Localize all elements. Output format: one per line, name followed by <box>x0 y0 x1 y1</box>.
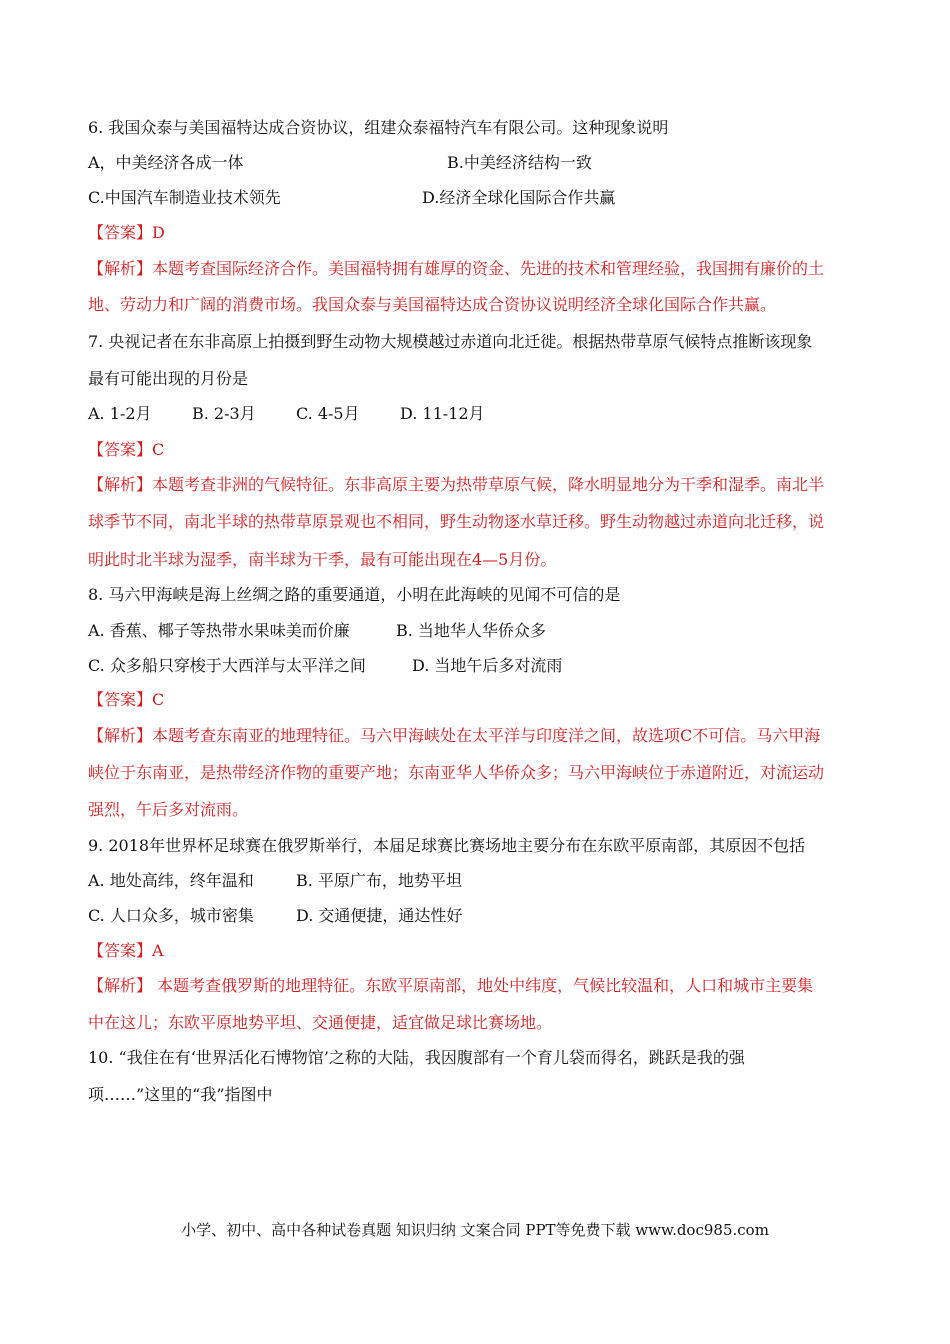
q9-stem: 9. 2018年世界杯足球赛在俄罗斯举行，本届足球赛比赛场地主要分布在东欧平原南部，其原因不包括 <box>88 836 806 855</box>
q7-answer: 【答案】C <box>88 440 165 459</box>
q9-option-b: B. 平原广布，地势平坦 <box>296 871 462 890</box>
q9-analysis-line: 【解析】 本题考查俄罗斯的地理特征。东欧平原南部，地处中纬度，气候比较温和，人口和城市主要集 <box>88 976 814 995</box>
q7-stem-line: 7. 央视记者在东非高原上拍摄到野生动物大规模越过赤道向北迁徙。根据热带草原气候特点推断该现象 <box>88 332 813 351</box>
q6-option-d: D.经济全球化国际合作共赢 <box>422 188 616 207</box>
q6-stem: 6. 我国众泰与美国福特达成合资协议，组建众泰福特汽车有限公司。这种现象说明 <box>88 118 669 137</box>
q6-analysis-line: 地、劳动力和广阔的消费市场。我国众泰与美国福特达成合资协议说明经济全球化国际合作共赢。 <box>88 295 777 314</box>
q8-option-c: C. 众多船只穿梭于大西洋与太平洋之间 <box>88 656 366 675</box>
q8-option-a: A. 香蕉、椰子等热带水果味美而价廉 <box>88 621 350 640</box>
q7-analysis-line: 球季节不同，南北半球的热带草原景观也不相同，野生动物逐水草迁移。野生动物越过赤道向北迁移，说 <box>88 512 825 531</box>
q8-option-d: D. 当地午后多对流雨 <box>412 656 563 675</box>
q8-option-b: B. 当地华人华侨众多 <box>396 621 546 640</box>
q6-option-c: C.中国汽车制造业技术领先 <box>88 188 281 207</box>
q8-answer: 【答案】C <box>88 690 165 709</box>
q7-option-a: A. 1-2月 <box>88 404 152 423</box>
q9-analysis-line: 中在这儿；东欧平原地势平坦、交通便捷，适宜做足球比赛场地。 <box>88 1013 553 1032</box>
q6-answer: 【答案】D <box>88 223 165 242</box>
q6-option-a: A，中美经济各成一体 <box>88 153 244 172</box>
q7-options <box>88 403 485 425</box>
q10-stem-line: 项……”这里的“我”指图中 <box>88 1085 273 1104</box>
q9-option-c: C. 人口众多，城市密集 <box>88 906 254 925</box>
q7-option-d: D. 11-12月 <box>400 404 485 423</box>
page-footer: 小学、初中、高中各种试卷真题 知识归纳 文案合同 PPT等免费下载 www.doc985.com <box>181 1221 769 1239</box>
q7-analysis-line: 明此时北半球为湿季，南半球为干季，最有可能出现在4—5月份。 <box>88 550 557 569</box>
q10-stem-line: 10. “我住在有‘世界活化石博物馆’之称的大陆，我因腹部有一个育儿袋而得名，跳跃是我的强 <box>88 1048 745 1067</box>
q7-option-b: B. 2-3月 <box>192 404 256 423</box>
q8-analysis-line: 【解析】本题考查东南亚的地理特征。马六甲海峡处在太平洋与印度洋之间，故选项C不可信。马六甲海 <box>88 726 821 745</box>
q6-option-b: B.中美经济结构一致 <box>447 153 592 172</box>
q6-analysis-line: 【解析】本题考查国际经济合作。美国福特拥有雄厚的资金、先进的技术和管理经验，我国拥有廉价的土 <box>88 259 825 278</box>
q9-option-a: A. 地处高纬，终年温和 <box>88 871 254 890</box>
q8-analysis-line: 强烈，午后多对流雨。 <box>88 800 249 819</box>
q8-analysis-line: 峡位于东南亚，是热带经济作物的重要产地；东南亚华人华侨众多；马六甲海峡位于赤道附近，对流运动 <box>88 763 825 782</box>
q9-option-d: D. 交通便捷，通达性好 <box>296 906 463 925</box>
q7-analysis-line: 【解析】本题考查非洲的气候特征。东非高原主要为热带草原气候，降水明显地分为干季和湿季。南北半 <box>88 475 825 494</box>
q7-stem-line: 最有可能出现的月份是 <box>88 369 249 388</box>
q9-answer: 【答案】A <box>88 941 164 960</box>
q7-option-c: C. 4-5月 <box>296 404 360 423</box>
q8-stem: 8. 马六甲海峡是海上丝绸之路的重要通道，小明在此海峡的见闻不可信的是 <box>88 585 621 604</box>
